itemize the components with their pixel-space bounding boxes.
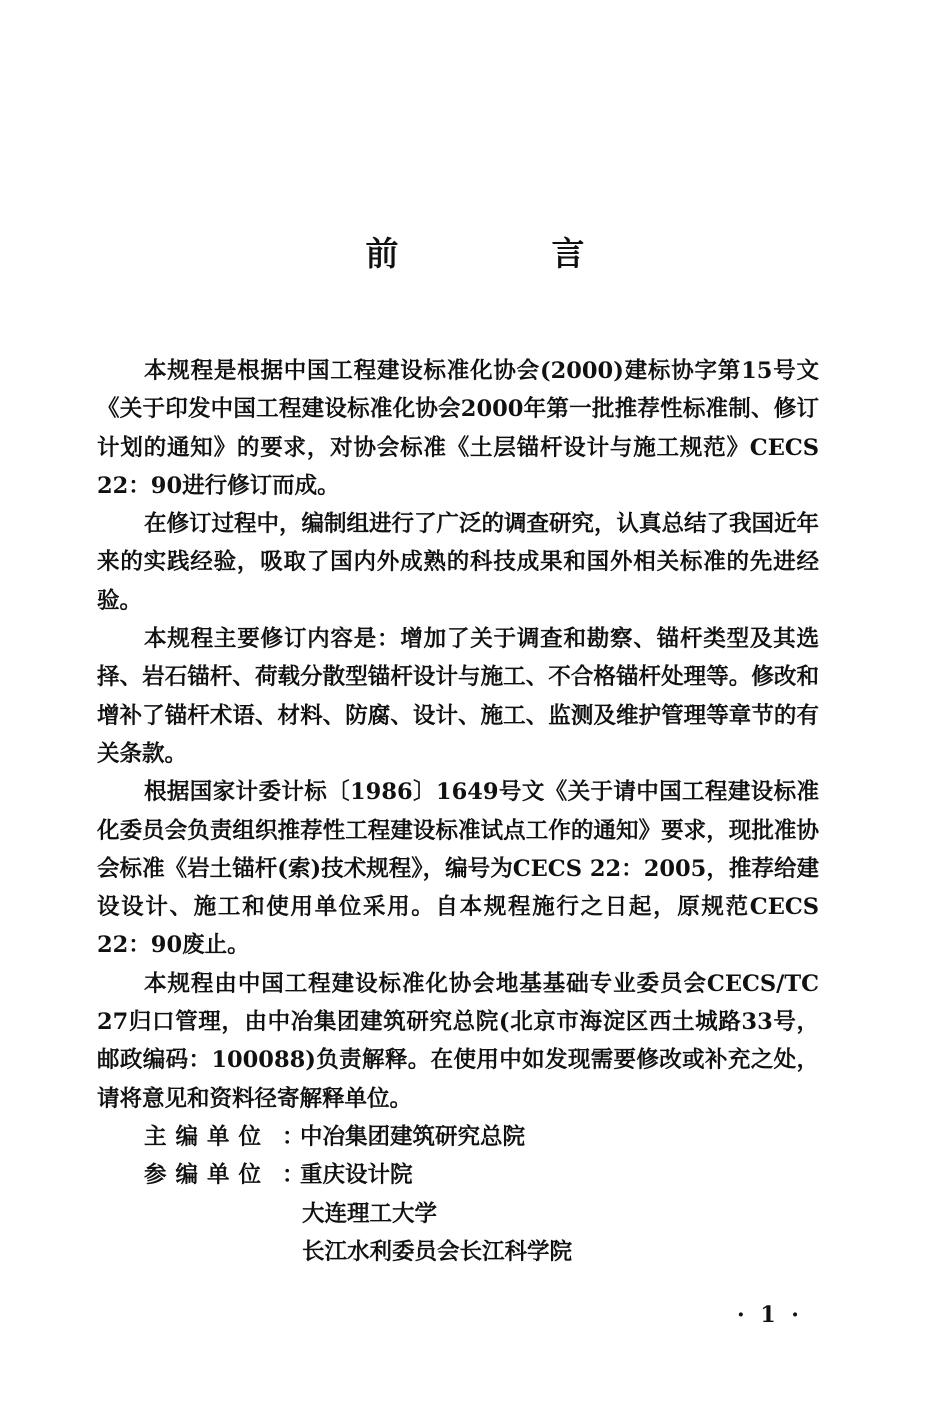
paragraph-2: 在修订过程中，编制组进行了广泛的调查研究，认真总结了我国近年来的实践经验，吸取了国内外成熟的科技成果和国外相关标准的先进经验。 — [97, 511, 820, 614]
participating-unit-3: 长江水利委员会长江科学院 — [302, 1238, 573, 1265]
foreword-body — [97, 352, 819, 1271]
paragraph-5: 本规程由中国工程建设标准化协会地基基础专业委员会CECS/TC 27归口管理，由中冶集团建筑研究总院(北京市海淀区西土城路33号，邮政编码：100088)负责解释。在使用中如发现需要修改或补充之处，请将意见和资料径寄解释单位。 — [97, 970, 819, 1112]
page-title: 前 言 — [365, 234, 645, 273]
participating-editor-colon: ： — [282, 1162, 305, 1189]
participating-editor-label: 参编单位 — [144, 1162, 271, 1189]
chief-editor-unit: 中冶集团建筑研究总院 — [300, 1123, 526, 1150]
participating-unit-1: 重庆设计院 — [300, 1162, 413, 1189]
participating-editor-line — [97, 1156, 819, 1194]
chief-editor-colon: ： — [282, 1123, 305, 1150]
chief-editor-label: 主编单位 — [144, 1123, 271, 1150]
page-number: · 1 · — [737, 1302, 803, 1328]
paragraph-3: 本规程主要修订内容是：增加了关于调查和勘察、锚杆类型及其选择、岩石锚杆、荷载分散型锚杆设计与施工、不合格锚杆处理等。修改和增补了锚杆术语、材料、防腐、设计、施工、监测及维护管理等章节的有关条款。 — [97, 626, 819, 767]
paragraph-4: 根据国家计委计标〔1986〕1649号文《关于请中国工程建设标准化委员会负责组织推荐性工程建设标准试点工作的通知》要求，现批准协会标准《岩土锚杆(索)技术规程》，编号为CECS 22：2005，推荐给建设设计、施工和使用单位采用。自本规程施行之日起，原规范CECS 22：90废止。 — [97, 779, 819, 959]
participating-unit-2: 大连理工大学 — [302, 1200, 438, 1227]
paragraph-1: 本规程是根据中国工程建设标准化协会(2000)建标协字第15号文《关于印发中国工程建设标准化协会2000年第一批推荐性标准制、修订计划的通知》的要求，对协会标准《土层锚杆设计与施工规范》CECS 22：90进行修订而成。 — [97, 358, 819, 499]
chief-editor-line — [97, 1118, 819, 1156]
